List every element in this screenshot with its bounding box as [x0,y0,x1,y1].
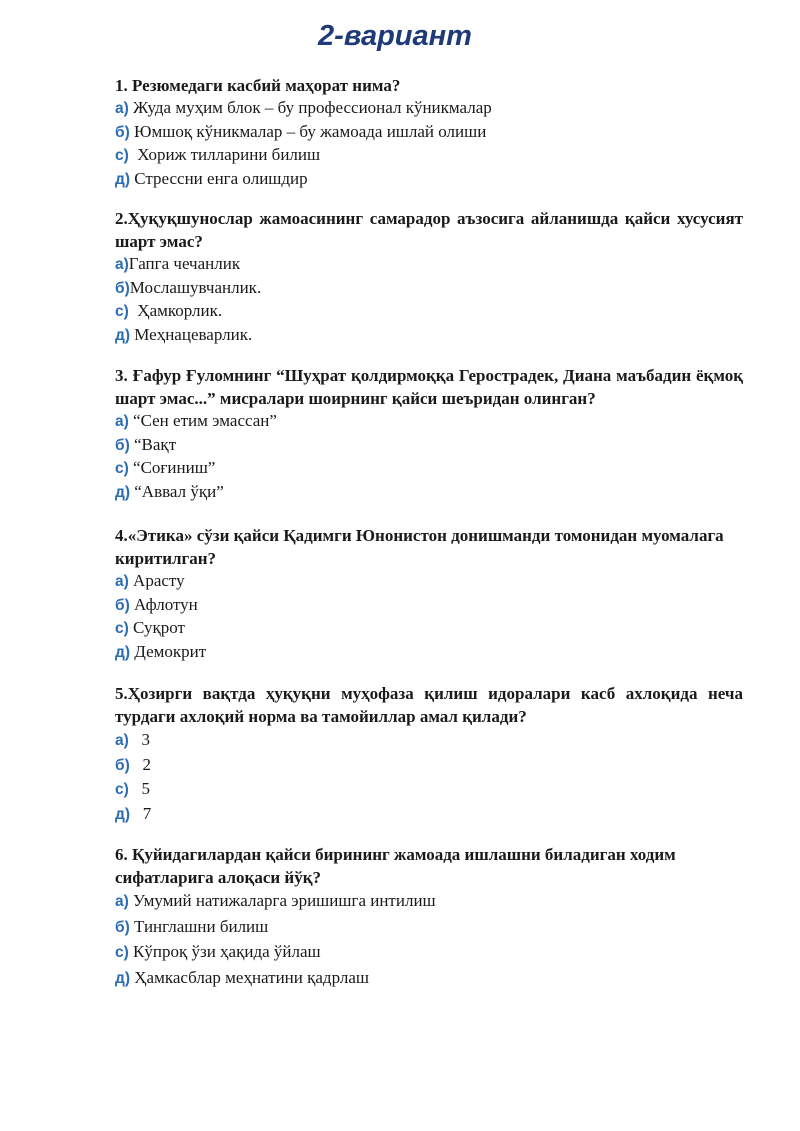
option-text: “Соғиниш” [128,458,216,477]
option-text: 7 [130,803,152,823]
option-letter: б) [115,918,130,936]
option-text: Меҳнацеварлик. [130,324,253,344]
option-b [115,594,743,618]
option-d [115,966,743,992]
option-c [115,940,743,966]
option-c [115,777,743,802]
question-text: 2.Ҳуқуқшунослар жамоасининг самарадор аъзосига айланишда қайси хусусият шарт эмас? [115,209,743,251]
option-letter: а) [115,893,129,910]
question-5 [115,682,743,826]
option-text: 3 [128,730,151,749]
option-letter: а) [115,100,129,117]
question-text: 5.Ҳозирги вақтда ҳуқуқни муҳофаза қилиш идоралари касб ахлоқида неча турдаги ахлоқий норма ва тамойиллар амал қилади? [115,684,743,726]
question-6 [115,843,743,991]
question-1 [115,74,743,191]
option-letter: с) [115,303,129,320]
option-d [115,802,743,827]
option-text: Умумий натижаларга эришишга интилиш [128,891,436,910]
question-2 [115,207,743,347]
option-letter: б) [115,436,130,454]
option-text: “Вақт [129,434,177,454]
option-b [115,121,743,145]
option-text: 2 [129,754,151,774]
option-letter: д) [115,805,131,823]
option-b [115,753,743,778]
option-letter: а) [115,256,129,273]
option-text: Мослашувчанлик. [129,277,262,297]
question-text: 6. Қуйидагилардан қайси бирининг жамоада ишлашни биладиган ходим сифатларига алоқаси йўқ? [115,845,676,887]
option-text: “Аввал ўқи” [130,481,224,501]
option-text: Кўпроқ ўзи ҳақида ўйлаш [128,942,321,961]
option-letter: а) [115,413,129,430]
option-c [115,144,743,168]
option-letter: д) [115,643,131,661]
option-d [115,324,743,348]
option-b [115,277,743,301]
option-d [115,641,743,665]
option-a [115,889,743,915]
option-text: Жуда муҳим блок – бу профессионал кўникмалар [128,98,492,117]
option-text: Арасту [128,571,185,590]
option-letter: с) [115,620,129,637]
option-text: Хориж тилларини билиш [128,145,321,164]
option-letter: д) [115,326,131,344]
option-letter: б) [115,596,130,614]
option-text: “Сен етим эмассан” [128,411,277,430]
option-text: Суқрот [128,618,185,637]
option-a [115,728,743,753]
option-text: Демокрит [130,641,207,661]
option-text: Гапга чечанлик [128,254,241,273]
option-a [115,410,743,434]
option-c [115,617,743,641]
option-letter: с) [115,460,129,477]
option-letter: а) [115,573,129,590]
option-d [115,481,743,505]
question-text: 4.«Этика» сўзи қайси Қадимги Юнонистон донишманди томонидан муомалага киритилган? [115,526,724,568]
option-text: Тинглашни билиш [129,916,269,936]
option-b [115,915,743,941]
question-3 [115,364,743,504]
option-text: Стрессни енга олишдир [130,168,308,188]
option-letter: с) [115,781,129,798]
question-text: 1. Резюмедаги касбий маҳорат нима? [115,76,401,95]
option-a [115,253,743,277]
option-a [115,570,743,594]
option-letter: б) [115,123,130,141]
option-d [115,168,743,192]
option-letter: с) [115,147,129,164]
question-text: 3. Ғафур Ғуломнинг “Шуҳрат қолдирмоққа Герострадек, Диана маъбадин ёқмоқ шарт эмас...” мисралари шоирнинг қайси шеъридан олинган? [115,366,743,408]
option-b [115,434,743,458]
option-letter: а) [115,732,129,749]
option-letter: с) [115,944,129,961]
option-letter: д) [115,969,131,987]
option-c [115,300,743,324]
option-letter: б) [115,279,130,297]
test-content [115,74,743,1010]
option-text: 5 [128,779,151,798]
option-letter: б) [115,756,130,774]
option-a [115,97,743,121]
option-text: Афлотун [129,594,198,614]
option-text: Юмшоқ кўникмалар – бу жамоада ишлай олиши [129,121,487,141]
option-letter: д) [115,170,131,188]
question-4 [115,524,743,664]
option-text: Ҳамкасблар меҳнатини қадрлаш [130,967,369,987]
option-c [115,457,743,481]
page-title: 2-вариант [318,20,472,52]
option-text: Ҳамкорлик. [128,301,223,320]
option-letter: д) [115,483,131,501]
